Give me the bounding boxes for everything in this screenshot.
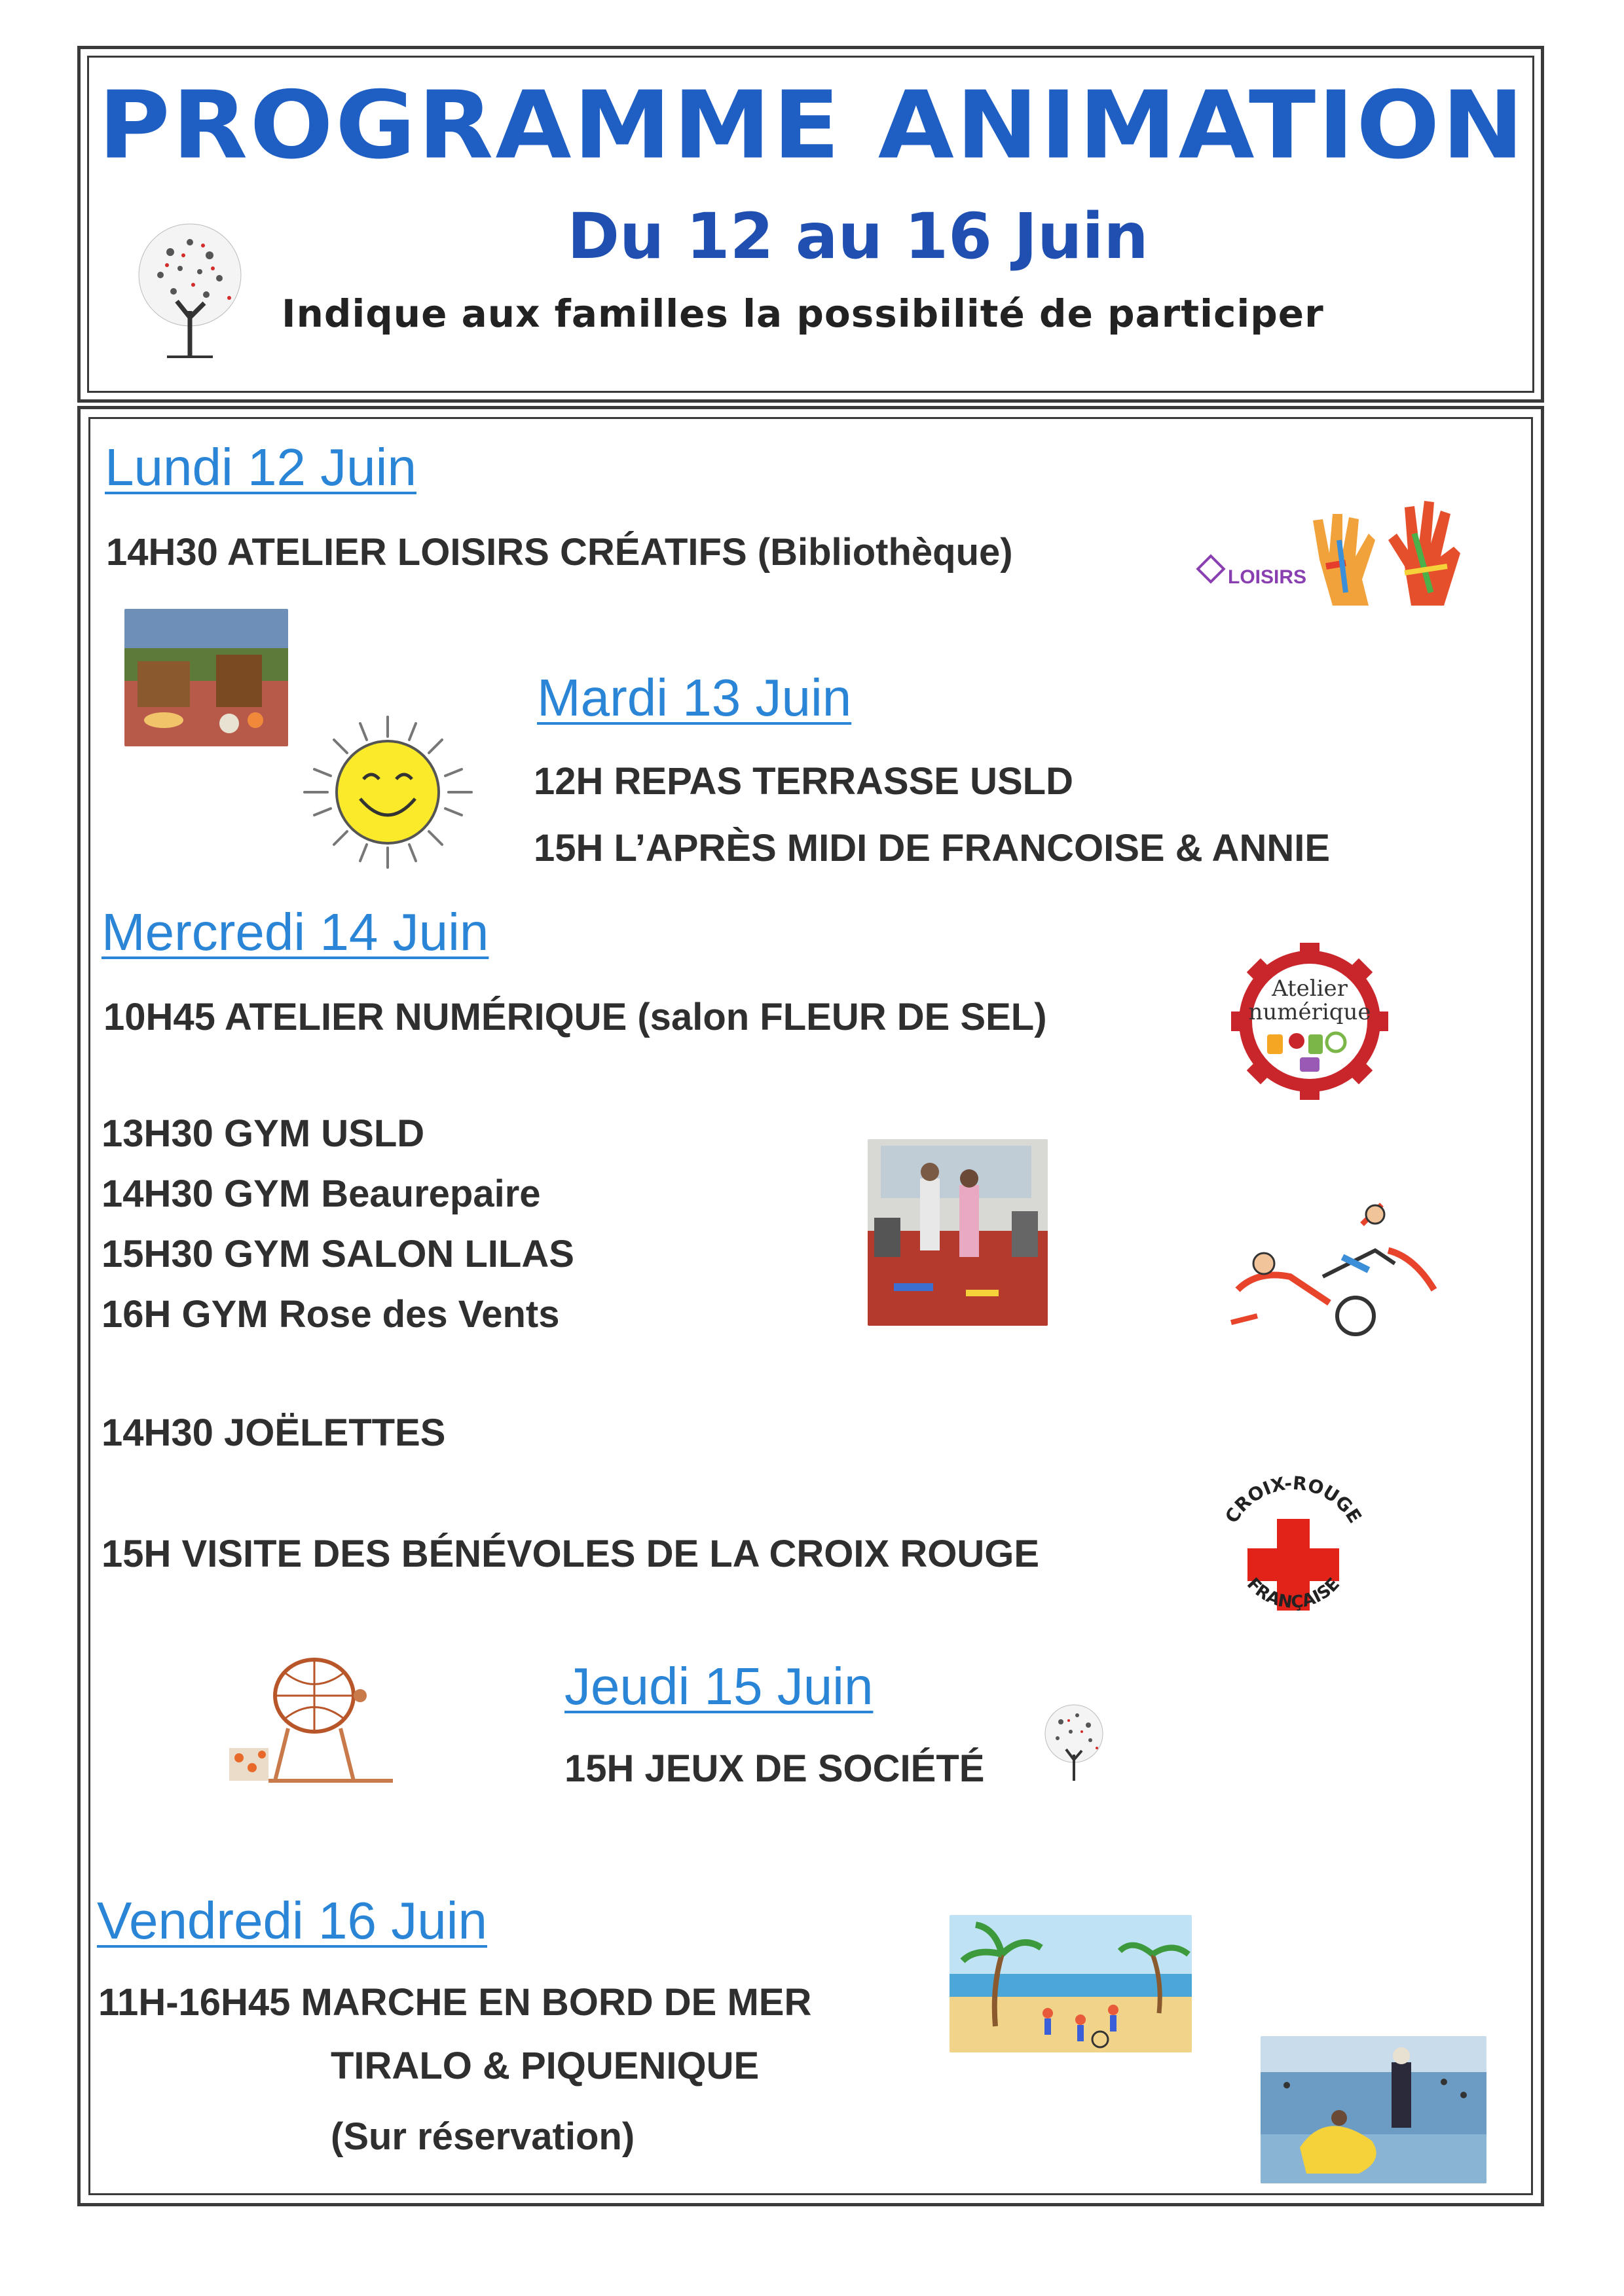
sea-photo bbox=[1261, 2036, 1486, 2183]
event-item: 15H JEUX DE SOCIÉTÉ bbox=[564, 1747, 985, 1790]
date-range: Du 12 au 16 Juin bbox=[567, 200, 1149, 273]
beach-image bbox=[950, 1915, 1192, 2052]
event-item: 16H GYM Rose des Vents bbox=[101, 1293, 560, 1336]
event-item: 15H L’APRÈS MIDI DE FRANCOISE & ANNIE bbox=[534, 827, 1331, 869]
event-item: 14H30 ATELIER LOISIRS CRÉATIFS (Bibliothèque) bbox=[106, 531, 1013, 574]
red-cross-icon bbox=[1202, 1463, 1385, 1647]
event-item: TIRALO & PIQUENIQUE bbox=[331, 2045, 760, 2087]
bingo-cage-icon bbox=[229, 1650, 393, 1794]
event-item: 14H30 JOËLETTES bbox=[101, 1412, 446, 1454]
event-item: 13H30 GYM USLD bbox=[101, 1112, 425, 1155]
atelier-numerique-logo bbox=[1231, 943, 1388, 1100]
painted-hands-icon bbox=[1195, 494, 1470, 609]
sea-image bbox=[1261, 2036, 1486, 2183]
gym-photo bbox=[868, 1139, 1048, 1326]
loisirs-label: LOISIRS bbox=[1228, 566, 1307, 588]
event-item: 15H30 GYM SALON LILAS bbox=[101, 1233, 574, 1275]
picnic-photo bbox=[124, 609, 288, 746]
sun-icon bbox=[298, 710, 478, 874]
event-item: 12H REPAS TERRASSE USLD bbox=[534, 760, 1073, 803]
beach-illustration bbox=[950, 1915, 1192, 2052]
croix-rouge-bottom-text: FRANÇAISE bbox=[1243, 1574, 1344, 1613]
day-title-friday: Vendredi 16 Juin bbox=[97, 1891, 488, 1950]
day-title-wednesday: Mercredi 14 Juin bbox=[101, 903, 489, 961]
day-title-monday: Lundi 12 Juin bbox=[105, 438, 416, 496]
day-title-tuesday: Mardi 13 Juin bbox=[537, 668, 852, 727]
event-item: 15H VISITE DES BÉNÉVOLES DE LA CROIX ROUGE bbox=[101, 1533, 1040, 1575]
croix-rouge-top-text: CROIX-ROUGE bbox=[1221, 1472, 1366, 1527]
joelette-drawing-icon bbox=[1225, 1198, 1447, 1342]
svg-text:CROIX-ROUGE bbox=[1221, 1472, 1366, 1527]
gym-image bbox=[868, 1139, 1048, 1326]
picnic-image bbox=[124, 609, 288, 746]
atelier-label: Atelier bbox=[1272, 975, 1348, 1002]
tree-logo-small-icon bbox=[1041, 1702, 1107, 1784]
event-item: (Sur réservation) bbox=[331, 2115, 635, 2158]
event-item: 10H45 ATELIER NUMÉRIQUE (salon FLEUR DE SEL) bbox=[103, 996, 1047, 1038]
family-note: Indique aux familles la possibilité de participer bbox=[282, 291, 1324, 336]
croix-rouge-logo bbox=[1202, 1463, 1385, 1647]
event-item: 11H-16H45 MARCHE EN BORD DE MER bbox=[98, 1981, 812, 2024]
page-title: PROGRAMME ANIMATION bbox=[98, 71, 1526, 180]
numerique-label: numérique bbox=[1248, 999, 1371, 1025]
loisirs-logo bbox=[1195, 494, 1470, 609]
day-title-thursday: Jeudi 15 Juin bbox=[564, 1657, 874, 1715]
event-item: 14H30 GYM Beaurepaire bbox=[101, 1173, 541, 1215]
